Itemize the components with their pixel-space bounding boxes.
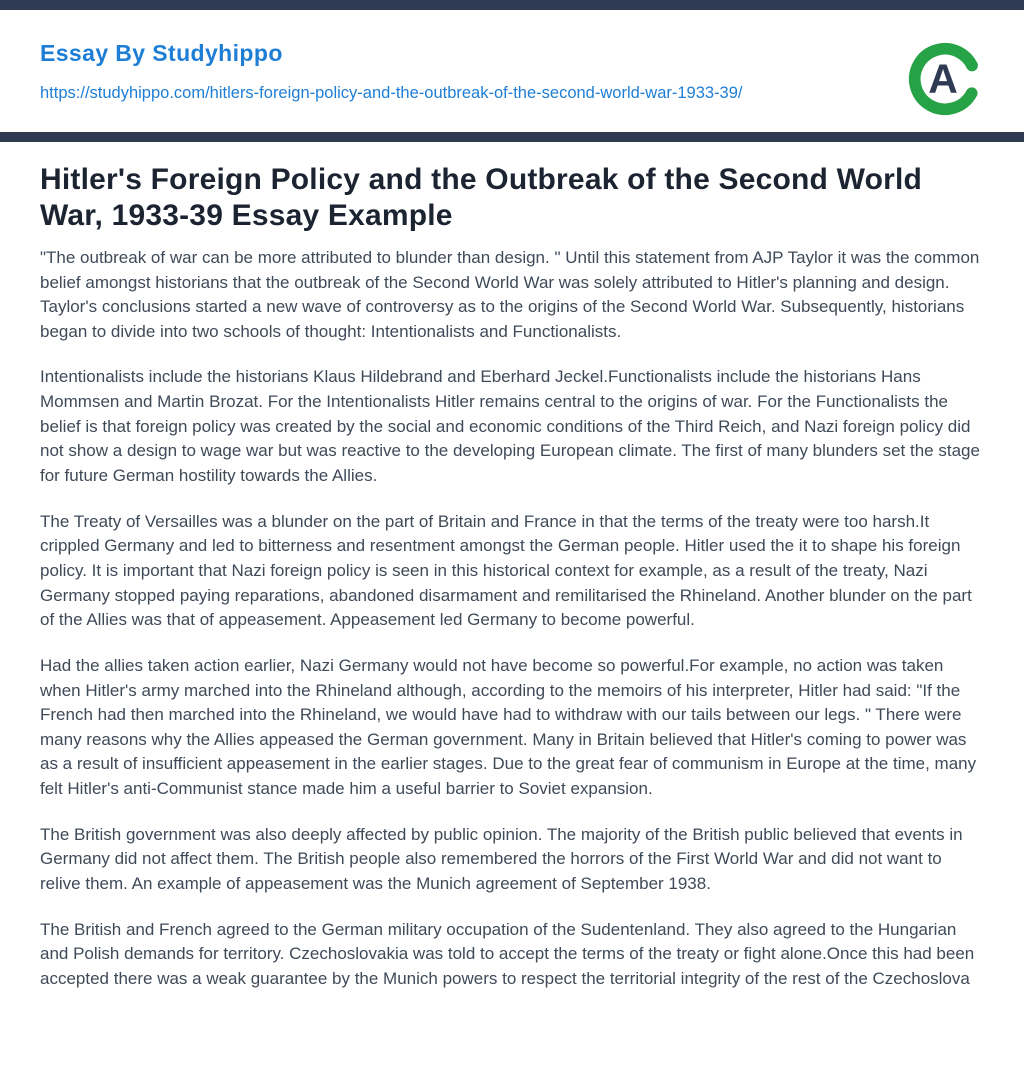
header-divider: [0, 132, 1024, 142]
article-paragraph: "The outbreak of war can be more attributed to blunder than design. " Until this statement from AJP Taylor it was the common belief amongst historians that the outbreak of the Second World War was solely attributed to Hitler's planning and design. Taylor's conclusions started a new wave of controversy as to the origins of the Second World War. Subsequently, historians began to divide into two schools of thought: Intentionalists and Functionalists.: [40, 247, 980, 341]
article-body: [0, 142, 1024, 992]
article-paragraph: The British and French agreed to the German military occupation of the Sudentenland. They also agreed to the Hungarian and Polish demands for territory. Czechoslovakia was told to accept the terms of the treaty or fight alone.Once this had been accepted there was a weak guarantee by the Munich powers to respect the territorial integrity of the rest of the Czechoslova: [40, 919, 975, 988]
article-url-link[interactable]: https://studyhippo.com/hitlers-foreign-policy-and-the-outbreak-of-the-second-world-war-1933-39/: [40, 84, 743, 102]
article-paragraph: The Treaty of Versailles was a blunder on the part of Britain and France in that the terms of the treaty were too harsh.It crippled Germany and led to bitterness and resentment amongst the German people. Hitler used the it to shape his foreign policy. It is important that Nazi foreign policy is seen in this historical context for example, as a result of the treaty, Nazi Germany stopped paying reparations, abandoned disarmament and remilitarised the Rhineland. Another blunder on the part of the Allies was that of appeasement. Appeasement led Germany to become powerful.: [40, 511, 972, 630]
studyhippo-logo: [906, 40, 984, 118]
article-paragraph: The British government was also deeply affected by public opinion. The majority of the British public believed that events in Germany did not affect them. The British people also remembered the horrors of the First World War and did not want to relive them. An example of appeasement was the Munich agreement of September 1938.: [40, 824, 963, 894]
article-paragraph: Had the allies taken action earlier, Nazi Germany would not have become so powerful.For example, no action was taken when Hitler's army marched into the Rhineland although, according to the memoirs of his interpreter, Hitler had said: "If the French had then marched into the Rhineland, we would have had to withdraw with our tails between our legs. " There were many reasons why the Allies appeased the German government. Many in Britain believed that Hitler's coming to power was as a result of insufficient appeasement in the earlier stages. Due to the great fear of communism in Europe at the time, many felt Hitler's anti-Communist stance made him a useful barrier to Soviet expansion.: [40, 655, 977, 799]
page-header: [0, 10, 1024, 132]
top-accent-bar: [0, 0, 1024, 10]
article-paragraph: Intentionalists include the historians Klaus Hildebrand and Eberhard Jeckel.Functionalists include the historians Hans Mommsen and Martin Brozat. For the Intentionalists Hitler remains central to the origins of war. For the Functionalists the belief is that foreign policy was created by the social and economic conditions of the Third Reich, and Nazi foreign policy did not show a design to wage war but was reactive to the developing European climate. The first of many blunders set the stage for future German hostility towards the Allies.: [40, 367, 980, 486]
site-byline: Essay By Studyhippo: [40, 40, 283, 66]
article-title: Hitler's Foreign Policy and the Outbreak of the Second World War, 1933-39 Essay Example: [40, 162, 923, 232]
logo-letter: A: [928, 55, 958, 102]
